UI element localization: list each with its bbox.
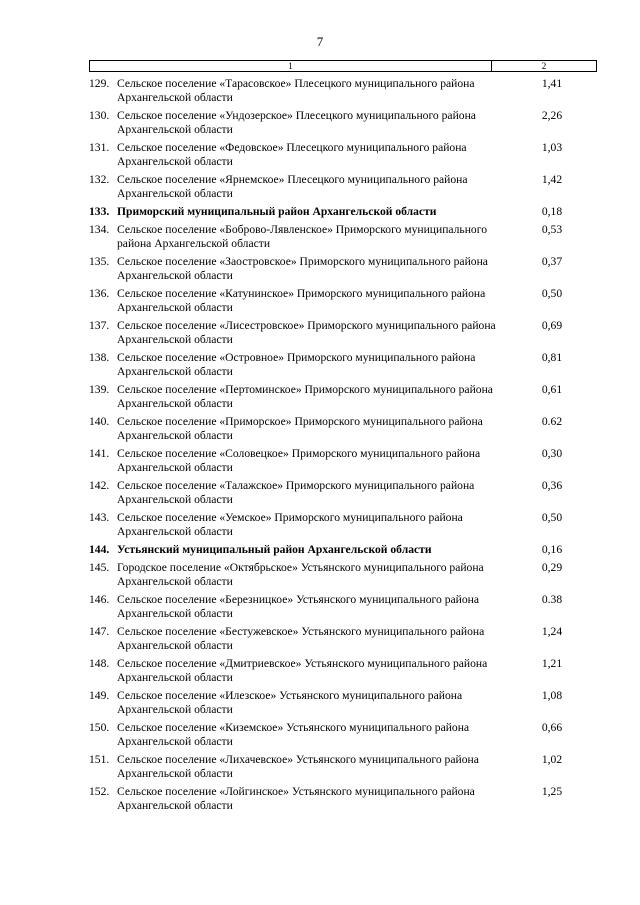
row-number: 151.: [89, 753, 110, 766]
row-number: 147.: [89, 625, 110, 638]
row-name: Сельское поселение «Киземское» Устьянского муниципального района Архангельской области: [117, 721, 470, 748]
row-value: 0,50: [541, 287, 563, 300]
table-row: [89, 141, 597, 169]
row-name: Сельское поселение «Боброво-Лявленское» Приморского муниципального района Архангельской области: [117, 223, 487, 250]
table-row: [89, 287, 597, 315]
row-number: 149.: [89, 689, 110, 702]
row-name: Сельское поселение «Илезское» Устьянского муниципального района Архангельской области: [117, 689, 463, 716]
row-value: 0,37: [541, 255, 563, 268]
table-row: [89, 479, 597, 507]
row-name: Сельское поселение «Пертоминское» Приморского муниципального района Архангельской области: [117, 383, 493, 410]
row-name: Сельское поселение «Талажское» Приморского муниципального района Архангельской области: [117, 479, 475, 506]
table-row: [89, 593, 597, 621]
row-number: 145.: [89, 561, 110, 574]
table-row: [89, 255, 597, 283]
row-number: 130.: [89, 109, 110, 122]
table-row: [89, 721, 597, 749]
row-number: 134.: [89, 223, 110, 236]
row-name: Сельское поселение «Островное» Приморского муниципального района Архангельской области: [117, 351, 476, 378]
table-row: [89, 173, 597, 201]
row-name: Сельское поселение «Заостровское» Приморского муниципального района Архангельской области: [117, 255, 488, 282]
row-number: 132.: [89, 173, 110, 186]
row-value: 1,08: [541, 689, 563, 702]
table-body: [89, 77, 597, 817]
table-row: [89, 447, 597, 475]
table-header: [89, 60, 597, 72]
table-row: [89, 689, 597, 717]
row-number: 138.: [89, 351, 110, 364]
row-value: 2,26: [541, 109, 563, 122]
row-number: 136.: [89, 287, 110, 300]
table-row: [89, 561, 597, 589]
row-value: 0.62: [541, 415, 563, 428]
row-name: Сельское поселение «Соловецкое» Приморского муниципального района Архангельской области: [117, 447, 481, 474]
row-name: Приморский муниципальный район Архангельской области: [117, 205, 437, 218]
table-row: [89, 785, 597, 813]
row-name: Сельское поселение «Бестужевское» Устьянского муниципального района Архангельской области: [117, 625, 485, 652]
table-row: [89, 415, 597, 443]
row-number: 143.: [89, 511, 110, 524]
row-value: 0,50: [541, 511, 563, 524]
row-name: Городское поселение «Октябрьское» Устьянского муниципального района Архангельской области: [117, 561, 484, 588]
column-header-2: 2: [541, 61, 547, 71]
row-number: 139.: [89, 383, 110, 396]
row-number: 152.: [89, 785, 110, 798]
row-name: Сельское поселение «Федовское» Плесецкого муниципального района Архангельской области: [117, 141, 467, 168]
row-name: Сельское поселение «Ундозерское» Плесецкого муниципального района Архангельской области: [117, 109, 476, 136]
row-number: 146.: [89, 593, 110, 606]
row-value: 1,25: [541, 785, 563, 798]
row-value: 1,41: [541, 77, 563, 90]
row-value: 0,36: [541, 479, 563, 492]
row-number: 133.: [89, 205, 110, 218]
table-row: [89, 657, 597, 685]
page-number: 7: [316, 34, 324, 49]
table-row: [89, 383, 597, 411]
row-name: Сельское поселение «Лихачевское» Устьянского муниципального района Архангельской области: [117, 753, 479, 780]
row-value: 0,69: [541, 319, 563, 332]
row-value: 0.38: [541, 593, 563, 606]
row-number: 148.: [89, 657, 110, 670]
row-number: 135.: [89, 255, 110, 268]
row-number: 142.: [89, 479, 110, 492]
row-value: 1,03: [541, 141, 563, 154]
row-name: Сельское поселение «Дмитриевское» Устьянского муниципального района Архангельской области: [117, 657, 488, 684]
row-number: 140.: [89, 415, 110, 428]
table-row: [89, 223, 597, 251]
row-value: 1,42: [541, 173, 563, 186]
row-value: 0,16: [541, 543, 563, 556]
row-number: 137.: [89, 319, 110, 332]
row-name: Устьянский муниципальный район Архангельской области: [117, 543, 432, 556]
row-value: 0,81: [541, 351, 563, 364]
row-number: 144.: [89, 543, 110, 556]
row-value: 1,02: [541, 753, 563, 766]
table-row: [89, 753, 597, 781]
row-value: 1,24: [541, 625, 563, 638]
row-value: 0,53: [541, 223, 563, 236]
row-value: 0,30: [541, 447, 563, 460]
row-value: 1,21: [541, 657, 563, 670]
row-name: Сельское поселение «Лисестровское» Приморского муниципального района Архангельской области: [117, 319, 496, 346]
table-row: [89, 205, 597, 219]
row-number: 141.: [89, 447, 110, 460]
table-row: [89, 319, 597, 347]
row-value: 0,18: [541, 205, 563, 218]
row-number: 131.: [89, 141, 110, 154]
row-name: Сельское поселение «Ярнемское» Плесецкого муниципального района Архангельской области: [117, 173, 468, 200]
row-name: Сельское поселение «Уемское» Приморского муниципального района Архангельской области: [117, 511, 463, 538]
row-value: 0,29: [541, 561, 563, 574]
table-row: [89, 543, 597, 557]
row-value: 0,61: [541, 383, 563, 396]
column-header-1: 1: [90, 61, 492, 71]
table-row: [89, 77, 597, 105]
row-name: Сельское поселение «Катунинское» Приморского муниципального района Архангельской области: [117, 287, 486, 314]
table-row: [89, 511, 597, 539]
row-number: 150.: [89, 721, 110, 734]
row-name: Сельское поселение «Березницкое» Устьянского муниципального района Архангельской области: [117, 593, 480, 620]
row-name: Сельское поселение «Тарасовское» Плесецкого муниципального района Архангельской области: [117, 77, 475, 104]
row-name: Сельское поселение «Приморское» Приморского муниципального района Архангельской области: [117, 415, 483, 442]
row-value: 0,66: [541, 721, 563, 734]
row-number: 129.: [89, 77, 110, 90]
table-row: [89, 625, 597, 653]
table-row: [89, 351, 597, 379]
table-row: [89, 109, 597, 137]
row-name: Сельское поселение «Лойгинское» Устьянского муниципального района Архангельской области: [117, 785, 475, 812]
